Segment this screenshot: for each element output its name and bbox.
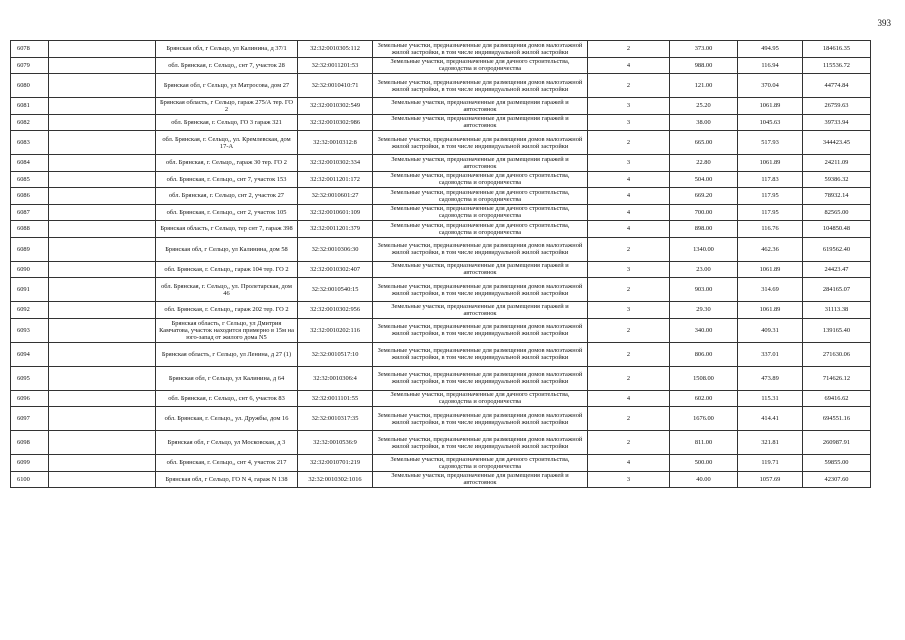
row-number-cell: 6078 xyxy=(11,41,49,58)
table-row xyxy=(11,302,871,319)
blank-cell xyxy=(49,204,156,221)
cadastral-value-cell: 31113.38 xyxy=(803,302,871,319)
cadastral-number-cell: 32:32:0011201:379 xyxy=(298,221,373,238)
cadastral-value-cell: 284165.07 xyxy=(803,278,871,302)
area-cell: 1676.00 xyxy=(670,407,738,431)
address-cell: обл. Брянская, г. Сельцо,, снт 6, участок 83 xyxy=(156,390,298,407)
cadastral-number-cell: 32:32:0010305:112 xyxy=(298,41,373,58)
row-number-cell: 6093 xyxy=(11,318,49,342)
category-cell: 2 xyxy=(588,366,670,390)
address-cell: обл. Брянская, г. Сельцо,, ул. Кремлевская, дом 17-А xyxy=(156,131,298,155)
area-cell: 665.00 xyxy=(670,131,738,155)
address-cell: Брянская обл, г Сельцо, ул Московская, д 3 xyxy=(156,431,298,455)
unit-price-cell: 370.04 xyxy=(738,74,803,98)
land-use-cell: Земельные участки, предназначенные для размещения домов малоэтажной жилой застройки, в том числе индивидуальной жилой застройки xyxy=(373,278,588,302)
table-row xyxy=(11,431,871,455)
row-number-cell: 6095 xyxy=(11,366,49,390)
area-cell: 29.30 xyxy=(670,302,738,319)
blank-cell xyxy=(49,302,156,319)
cadastral-number-cell: 32:32:0010302:986 xyxy=(298,114,373,131)
address-cell: обл. Брянская, г. Сельцо, снт 2, участок 27 xyxy=(156,188,298,205)
category-cell: 3 xyxy=(588,155,670,172)
land-use-cell: Земельные участки, предназначенные для дачного строительства, садоводства и огородничества xyxy=(373,188,588,205)
table-row xyxy=(11,155,871,172)
address-cell: обл. Брянская, г. Сельцо,, снт 7, участок 153 xyxy=(156,171,298,188)
address-cell: обл. Брянская, г. Сельцо,, гараж 104 тер. ГО 2 xyxy=(156,261,298,278)
cadastral-number-cell: 32:32:0011101:55 xyxy=(298,390,373,407)
table-row xyxy=(11,131,871,155)
unit-price-cell: 517.93 xyxy=(738,131,803,155)
cadastral-value-cell: 344423.45 xyxy=(803,131,871,155)
address-cell: обл. Брянская, г. Сельцо,, снт 2, участок 105 xyxy=(156,204,298,221)
land-use-cell: Земельные участки, предназначенные для размещения домов малоэтажной жилой застройки, в том числе индивидуальной жилой застройки xyxy=(373,407,588,431)
address-cell: обл. Брянская, г. Сельцо,, гараж 202 тер. ГО 2 xyxy=(156,302,298,319)
row-number-cell: 6082 xyxy=(11,114,49,131)
unit-price-cell: 116.76 xyxy=(738,221,803,238)
area-cell: 340.00 xyxy=(670,318,738,342)
blank-cell xyxy=(49,74,156,98)
area-cell: 22.80 xyxy=(670,155,738,172)
row-number-cell: 6099 xyxy=(11,455,49,472)
area-cell: 25.20 xyxy=(670,98,738,115)
area-cell: 602.00 xyxy=(670,390,738,407)
area-cell: 806.00 xyxy=(670,342,738,366)
address-cell: Брянская обл, г Сельцо, ул Калинина, д 37/1 xyxy=(156,41,298,58)
blank-cell xyxy=(49,431,156,455)
cadastral-value-cell: 714626.12 xyxy=(803,366,871,390)
address-cell: обл. Брянская, г. Сельцо,, снт 7, участок 28 xyxy=(156,57,298,74)
blank-cell xyxy=(49,261,156,278)
blank-cell xyxy=(49,188,156,205)
cadastral-value-cell: 184616.35 xyxy=(803,41,871,58)
land-use-cell: Земельные участки, предназначенные для дачного строительства, садоводства и огородничества xyxy=(373,171,588,188)
land-use-cell: Земельные участки, предназначенные для дачного строительства, садоводства и огородничества xyxy=(373,390,588,407)
row-number-cell: 6087 xyxy=(11,204,49,221)
category-cell: 3 xyxy=(588,114,670,131)
cadastral-value-cell: 139165.40 xyxy=(803,318,871,342)
unit-price-cell: 116.94 xyxy=(738,57,803,74)
land-use-cell: Земельные участки, предназначенные для размещения домов малоэтажной жилой застройки, в том числе индивидуальной жилой застройки xyxy=(373,41,588,58)
cadastral-value-cell: 42307.60 xyxy=(803,471,871,488)
table-row xyxy=(11,471,871,488)
cadastral-value-cell: 694551.16 xyxy=(803,407,871,431)
blank-cell xyxy=(49,342,156,366)
area-cell: 1508.00 xyxy=(670,366,738,390)
address-cell: Брянская обл, г Сельцо, ул Калинина, д 64 xyxy=(156,366,298,390)
land-use-cell: Земельные участки, предназначенные для дачного строительства, садоводства и огородничества xyxy=(373,57,588,74)
area-cell: 121.00 xyxy=(670,74,738,98)
blank-cell xyxy=(49,455,156,472)
table-row xyxy=(11,390,871,407)
cadastral-number-cell: 32:32:0010312:8 xyxy=(298,131,373,155)
address-cell: Брянская область, г Сельцо, ул Дмитрия Камчатова, участок находится примерно в 15м на юго-запад от жилого дома N5 xyxy=(156,318,298,342)
area-cell: 988.00 xyxy=(670,57,738,74)
cadastral-value-cell: 82565.00 xyxy=(803,204,871,221)
table-row xyxy=(11,41,871,58)
blank-cell xyxy=(49,237,156,261)
category-cell: 2 xyxy=(588,237,670,261)
row-number-cell: 6094 xyxy=(11,342,49,366)
blank-cell xyxy=(49,57,156,74)
land-use-cell: Земельные участки, предназначенные для размещения гаражей и автостоянок xyxy=(373,471,588,488)
cadastral-value-cell: 104850.48 xyxy=(803,221,871,238)
table-row xyxy=(11,57,871,74)
cadastral-number-cell: 32:32:0010517:10 xyxy=(298,342,373,366)
cadastral-value-cell: 24423.47 xyxy=(803,261,871,278)
row-number-cell: 6098 xyxy=(11,431,49,455)
cadastral-value-cell: 619562.40 xyxy=(803,237,871,261)
blank-cell xyxy=(49,98,156,115)
address-cell: Брянская область, г Сельцо, ул Ленина, д 27 (1) xyxy=(156,342,298,366)
cadastral-number-cell: 32:32:0010302:956 xyxy=(298,302,373,319)
area-cell: 504.00 xyxy=(670,171,738,188)
blank-cell xyxy=(49,471,156,488)
address-cell: Брянская обл, г Сельцо, ул Калинина, дом 58 xyxy=(156,237,298,261)
cadastral-number-cell: 32:32:0010540:15 xyxy=(298,278,373,302)
table-row xyxy=(11,366,871,390)
row-number-cell: 6091 xyxy=(11,278,49,302)
category-cell: 4 xyxy=(588,57,670,74)
table-row xyxy=(11,188,871,205)
address-cell: Брянская обл, г Сельцо, ГО N 4, гараж N 138 xyxy=(156,471,298,488)
unit-price-cell: 494.95 xyxy=(738,41,803,58)
land-use-cell: Земельные участки, предназначенные для дачного строительства, садоводства и огородничества xyxy=(373,455,588,472)
land-use-cell: Земельные участки, предназначенные для размещения гаражей и автостоянок xyxy=(373,302,588,319)
table-row xyxy=(11,237,871,261)
category-cell: 3 xyxy=(588,98,670,115)
row-number-cell: 6083 xyxy=(11,131,49,155)
table-row xyxy=(11,342,871,366)
unit-price-cell: 1061.89 xyxy=(738,261,803,278)
cadastral-value-cell: 59386.32 xyxy=(803,171,871,188)
unit-price-cell: 1061.89 xyxy=(738,302,803,319)
area-cell: 500.00 xyxy=(670,455,738,472)
row-number-cell: 6081 xyxy=(11,98,49,115)
blank-cell xyxy=(49,278,156,302)
unit-price-cell: 1061.89 xyxy=(738,98,803,115)
cadastral-number-cell: 32:32:0010601:27 xyxy=(298,188,373,205)
unit-price-cell: 462.36 xyxy=(738,237,803,261)
blank-cell xyxy=(49,366,156,390)
blank-cell xyxy=(49,221,156,238)
blank-cell xyxy=(49,114,156,131)
address-cell: Брянская область, г Сельцо, гараж 275/А тер. ГО 2 xyxy=(156,98,298,115)
row-number-cell: 6097 xyxy=(11,407,49,431)
area-cell: 903.00 xyxy=(670,278,738,302)
cadastral-number-cell: 32:32:0010302:1016 xyxy=(298,471,373,488)
unit-price-cell: 117.83 xyxy=(738,171,803,188)
land-use-cell: Земельные участки, предназначенные для размещения домов малоэтажной жилой застройки, в том числе индивидуальной жилой застройки xyxy=(373,366,588,390)
category-cell: 4 xyxy=(588,390,670,407)
cadastral-value-cell: 69416.62 xyxy=(803,390,871,407)
table-row xyxy=(11,407,871,431)
table-row xyxy=(11,278,871,302)
category-cell: 4 xyxy=(588,171,670,188)
table-row xyxy=(11,455,871,472)
row-number-cell: 6089 xyxy=(11,237,49,261)
land-use-cell: Земельные участки, предназначенные для размещения гаражей и автостоянок xyxy=(373,155,588,172)
register-body xyxy=(11,41,871,488)
address-cell: Брянская область, г Сельцо, тер снт 7, гараж 398 xyxy=(156,221,298,238)
address-cell: обл. Брянская, г. Сельцо,, снт 4, участок 217 xyxy=(156,455,298,472)
table-row xyxy=(11,114,871,131)
land-use-cell: Земельные участки, предназначенные для размещения домов малоэтажной жилой застройки, в том числе индивидуальной жилой застройки xyxy=(373,431,588,455)
unit-price-cell: 1045.63 xyxy=(738,114,803,131)
address-cell: Брянская обл, г Сельцо, ул Матросова, дом 27 xyxy=(156,74,298,98)
cadastral-number-cell: 32:32:0011201:172 xyxy=(298,171,373,188)
category-cell: 2 xyxy=(588,131,670,155)
cadastral-value-cell: 39733.94 xyxy=(803,114,871,131)
table-row xyxy=(11,98,871,115)
unit-price-cell: 117.95 xyxy=(738,204,803,221)
row-number-cell: 6092 xyxy=(11,302,49,319)
cadastral-number-cell: 32:32:0010306:30 xyxy=(298,237,373,261)
blank-cell xyxy=(49,171,156,188)
cadastral-number-cell: 32:32:0010536:9 xyxy=(298,431,373,455)
blank-cell xyxy=(49,155,156,172)
unit-price-cell: 414.41 xyxy=(738,407,803,431)
land-use-cell: Земельные участки, предназначенные для размещения домов малоэтажной жилой застройки, в том числе индивидуальной жилой застройки xyxy=(373,318,588,342)
unit-price-cell: 117.95 xyxy=(738,188,803,205)
row-number-cell: 6088 xyxy=(11,221,49,238)
area-cell: 811.00 xyxy=(670,431,738,455)
area-cell: 669.20 xyxy=(670,188,738,205)
address-cell: обл. Брянская, г. Сельцо,, гараж 30 тер. ГО 2 xyxy=(156,155,298,172)
address-cell: обл. Брянская, г. Сельцо, ГО 3 гараж 321 xyxy=(156,114,298,131)
category-cell: 2 xyxy=(588,407,670,431)
cadastral-number-cell: 32:32:0011201:53 xyxy=(298,57,373,74)
cadastral-value-cell: 115536.72 xyxy=(803,57,871,74)
land-use-cell: Земельные участки, предназначенные для размещения домов малоэтажной жилой застройки, в том числе индивидуальной жилой застройки xyxy=(373,342,588,366)
category-cell: 4 xyxy=(588,455,670,472)
cadastral-value-cell: 24211.09 xyxy=(803,155,871,172)
category-cell: 2 xyxy=(588,318,670,342)
cadastral-number-cell: 32:32:0010601:109 xyxy=(298,204,373,221)
cadastral-register-table xyxy=(10,40,871,488)
area-cell: 40.00 xyxy=(670,471,738,488)
category-cell: 2 xyxy=(588,342,670,366)
land-use-cell: Земельные участки, предназначенные для размещения гаражей и автостоянок xyxy=(373,114,588,131)
cadastral-value-cell: 59855.00 xyxy=(803,455,871,472)
cadastral-value-cell: 44774.84 xyxy=(803,74,871,98)
unit-price-cell: 1057.69 xyxy=(738,471,803,488)
address-cell: обл. Брянская, г. Сельцо,, ул. Дружбы, дом 16 xyxy=(156,407,298,431)
cadastral-number-cell: 32:32:0010302:407 xyxy=(298,261,373,278)
category-cell: 2 xyxy=(588,74,670,98)
unit-price-cell: 119.71 xyxy=(738,455,803,472)
cadastral-value-cell: 78932.14 xyxy=(803,188,871,205)
cadastral-number-cell: 32:32:0010701:219 xyxy=(298,455,373,472)
category-cell: 3 xyxy=(588,302,670,319)
cadastral-value-cell: 26759.63 xyxy=(803,98,871,115)
table-row xyxy=(11,204,871,221)
area-cell: 373.00 xyxy=(670,41,738,58)
category-cell: 2 xyxy=(588,278,670,302)
area-cell: 700.00 xyxy=(670,204,738,221)
land-use-cell: Земельные участки, предназначенные для размещения гаражей и автостоянок xyxy=(373,261,588,278)
unit-price-cell: 337.01 xyxy=(738,342,803,366)
land-use-cell: Земельные участки, предназначенные для дачного строительства, садоводства и огородничества xyxy=(373,221,588,238)
blank-cell xyxy=(49,131,156,155)
row-number-cell: 6100 xyxy=(11,471,49,488)
unit-price-cell: 1061.89 xyxy=(738,155,803,172)
unit-price-cell: 409.31 xyxy=(738,318,803,342)
blank-cell xyxy=(49,390,156,407)
category-cell: 4 xyxy=(588,188,670,205)
row-number-cell: 6090 xyxy=(11,261,49,278)
land-use-cell: Земельные участки, предназначенные для размещения домов малоэтажной жилой застройки, в том числе индивидуальной жилой застройки xyxy=(373,131,588,155)
address-cell: обл. Брянская, г. Сельцо,, ул. Пролетарская, дом 46 xyxy=(156,278,298,302)
category-cell: 3 xyxy=(588,471,670,488)
area-cell: 1340.00 xyxy=(670,237,738,261)
area-cell: 38.00 xyxy=(670,114,738,131)
row-number-cell: 6080 xyxy=(11,74,49,98)
unit-price-cell: 473.89 xyxy=(738,366,803,390)
land-use-cell: Земельные участки, предназначенные для дачного строительства, садоводства и огородничества xyxy=(373,204,588,221)
cadastral-value-cell: 271630.06 xyxy=(803,342,871,366)
cadastral-number-cell: 32:32:0010306:4 xyxy=(298,366,373,390)
area-cell: 23.00 xyxy=(670,261,738,278)
category-cell: 2 xyxy=(588,431,670,455)
row-number-cell: 6096 xyxy=(11,390,49,407)
area-cell: 898.00 xyxy=(670,221,738,238)
unit-price-cell: 321.81 xyxy=(738,431,803,455)
category-cell: 3 xyxy=(588,261,670,278)
cadastral-number-cell: 32:32:0010302:549 xyxy=(298,98,373,115)
cadastral-number-cell: 32:32:0010317:35 xyxy=(298,407,373,431)
table-row xyxy=(11,74,871,98)
table-row xyxy=(11,171,871,188)
row-number-cell: 6086 xyxy=(11,188,49,205)
blank-cell xyxy=(49,407,156,431)
category-cell: 2 xyxy=(588,41,670,58)
row-number-cell: 6084 xyxy=(11,155,49,172)
table-row xyxy=(11,318,871,342)
row-number-cell: 6079 xyxy=(11,57,49,74)
category-cell: 4 xyxy=(588,221,670,238)
table-row xyxy=(11,221,871,238)
blank-cell xyxy=(49,318,156,342)
unit-price-cell: 314.69 xyxy=(738,278,803,302)
land-use-cell: Земельные участки, предназначенные для размещения домов малоэтажной жилой застройки, в том числе индивидуальной жилой застройки xyxy=(373,237,588,261)
land-use-cell: Земельные участки, предназначенные для размещения гаражей и автостоянок xyxy=(373,98,588,115)
category-cell: 4 xyxy=(588,204,670,221)
row-number-cell: 6085 xyxy=(11,171,49,188)
cadastral-number-cell: 32:32:0010410:71 xyxy=(298,74,373,98)
table-row xyxy=(11,261,871,278)
cadastral-value-cell: 260987.91 xyxy=(803,431,871,455)
cadastral-number-cell: 32:32:0010302:334 xyxy=(298,155,373,172)
unit-price-cell: 115.31 xyxy=(738,390,803,407)
land-use-cell: Земельные участки, предназначенные для размещения домов малоэтажной жилой застройки, в том числе индивидуальной жилой застройки xyxy=(373,74,588,98)
cadastral-number-cell: 32:32:0010202:116 xyxy=(298,318,373,342)
page-number: 393 xyxy=(877,18,891,28)
blank-cell xyxy=(49,41,156,58)
